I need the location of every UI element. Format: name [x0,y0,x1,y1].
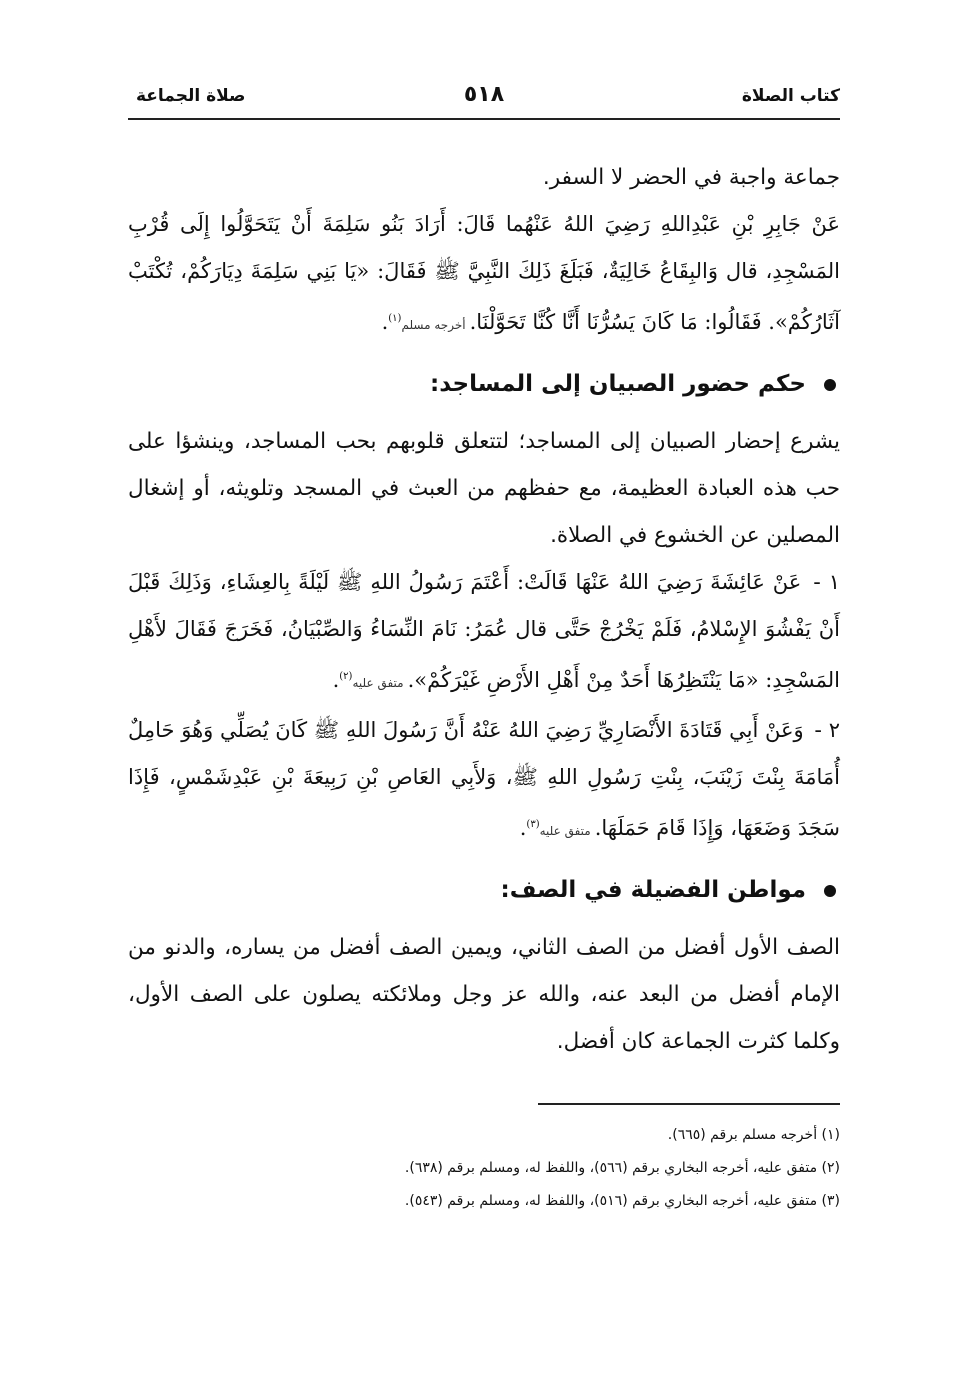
section-heading-children [128,361,840,408]
footnote-ref-3: (٣) [526,819,540,830]
list-item-source: متفق عليه [539,824,591,838]
page-number: ٥١٨ [463,82,505,107]
footnote-item: (٣) متفق عليه، أخرجه البخاري برقم (٥١٦)، واللفظ له، ومسلم برقم (٥٤٣). [404,1193,840,1209]
section-paragraph-rows: الصف الأول أفضل من الصف الثاني، ويمين الصف أفضل من يساره، والدنو من الإمام أفضل من البعد عنه، والله عز وجل وملائكته يصلون على الصف الأول، وكلما كثرت الجماعة كان أفضل. [128,935,840,1054]
book-title: كتاب الصلاة [741,86,840,106]
footnote-item: (٢) متفق عليه، أخرجه البخاري برقم (٥٦٦)، واللفظ له، ومسلم برقم (٦٣٨). [404,1160,840,1176]
book-page [128,78,840,1218]
chapter-title: صلاة الجماعة [136,86,246,106]
hadith-jabir: عَنْ جَابِرِ بْنِ عَبْدِاللهِ رَضِيَ اللهُ عَنْهُما قَالَ: أَرَادَ بَنُو سَلِمَةَ أَنْ يَتَحَوَّلُوا إِلَى قُرْبِ المَسْجِدِ، قال وَالبِقَاعُ خَالِيَةٌ، فَبَلَغَ ذَلِكَ النَّبِيَّ ﷺ فَقَالَ: «يَا بَنِي سَلِمَةَ دِيَارَكُمْ، تُكْتَبْ آثَارُكُمْ». فَقَالُوا: مَا كَانَ يَسُرُّنَا أَنَّا كُنَّا تَحَوَّلْنَا.أخرجه مسلم$^{(١)}$. [128,212,840,334]
section-paragraph-children: يشرع إحضار الصبيان إلى المساجد؛ لتتعلق قلوبهم بحب المساجد، وينشؤا على حب هذه العبادة العظيمة، مع حفظهم من العبث في المسجد وتلويثه، أو إشغال المصلين عن الخشوع في الصلاة. [128,429,840,548]
bullet-icon [824,379,836,391]
footnote-ref-1: (١) [388,313,402,324]
list-item-text: وَعَنْ أَبِي قَتَادَةَ الأَنْصَارِيِّ رَضِيَ اللهُ عَنْهُ أَنَّ رَسُولَ اللهِ ﷺ كَانَ يُصَلِّي وَهُوَ حَامِلٌ أُمَامَةَ بِنْتَ زَيْنَبَ، بِنْتِ رَسُولِ اللهِ ﷺ، وَلأَبِي العَاصِ بْنِ رَبِيعَةَ بْنِ عَبْدِشَمْسٍ، فَإِذَا سَجَدَ وَضَعَهَا، وَإِذَا قَامَ حَمَلَهَا. [128,718,840,840]
list-item-text: عَنْ عَائِشَةَ رَضِيَ اللهُ عَنْهَا قَالَتْ: أَعْتَمَ رَسُولُ اللهِ ﷺ لَيْلَةً بِالعِشَاءِ، وَذَلِكَ قَبْلَ أَنْ يَفْشُوَ الإِسْلامُ، فَلَمْ يَخْرُجْ حَتَّى قال عُمَرُ: نَامَ النِّسَاءُ وَالصِّبْيَانُ، فَخَرَجَ فَقَالَ لأَهْلِ المَسْجِدِ: «مَا يَنْتَظِرُهَا أَحَدٌ مِنْ أَهْلِ الأَرْضِ غَيْرَكُمْ». [128,570,840,692]
section-heading-rows [128,867,840,914]
footnotes [128,1119,840,1218]
bullet-icon [824,885,836,897]
list-item-number: ١ - [813,570,840,594]
list-item-number: ٢ - [814,718,840,742]
list-item: ١ - عَنْ عَائِشَةَ رَضِيَ اللهُ عَنْهَا قَالَتْ: أَعْتَمَ رَسُولُ اللهِ ﷺ لَيْلَةً بِالعِشَاءِ، وَذَلِكَ قَبْلَ أَنْ يَفْشُوَ الإِسْلامُ، فَلَمْ يَخْرُجْ حَتَّى قال عُمَرُ: نَامَ النِّسَاءُ وَالصِّبْيَانُ، فَخَرَجَ فَقَالَ لأَهْلِ المَسْجِدِ: «مَا يَنْتَظِرُهَا أَحَدٌ مِنْ أَهْلِ الأَرْضِ غَيْرَكُمْ».متفق عليه$^{(٢)}$. [128,570,840,692]
intro-line: جماعة واجبة في الحضر لا السفر. [542,165,840,190]
page-header [128,78,840,120]
footnote-item: (١) أخرجه مسلم برقم (٦٦٥). [667,1127,840,1143]
page-body [128,154,840,1065]
footnote-separator [538,1103,840,1105]
list-item-source: متفق عليه [352,676,404,690]
section-heading-rows-text: مواطن الفضيلة في الصف: [500,877,806,903]
hadith-jabir-source: أخرجه مسلم [401,318,466,332]
section-heading-children-text: حكم حضور الصبيان إلى المساجد: [430,371,806,397]
list-item: ٢ - وَعَنْ أَبِي قَتَادَةَ الأَنْصَارِيِّ رَضِيَ اللهُ عَنْهُ أَنَّ رَسُولَ اللهِ ﷺ كَانَ يُصَلِّي وَهُوَ حَامِلٌ أُمَامَةَ بِنْتَ زَيْنَبَ، بِنْتِ رَسُولِ اللهِ ﷺ، وَلأَبِي العَاصِ بْنِ رَبِيعَةَ بْنِ عَبْدِشَمْسٍ، فَإِذَا سَجَدَ وَضَعَهَا، وَإِذَا قَامَ حَمَلَهَا.متفق عليه$^{(٣)}$. [128,718,840,840]
hadith-jabir-text: عَنْ جَابِرِ بْنِ عَبْدِاللهِ رَضِيَ اللهُ عَنْهُما قَالَ: أَرَادَ بَنُو سَلِمَةَ أَنْ يَتَحَوَّلُوا إِلَى قُرْبِ المَسْجِدِ، قال وَالبِقَاعُ خَالِيَةٌ، فَبَلَغَ ذَلِكَ النَّبِيَّ ﷺ فَقَالَ: «يَا بَنِي سَلِمَةَ دِيَارَكُمْ، تُكْتَبْ آثَارُكُمْ». فَقَالُوا: مَا كَانَ يَسُرُّنَا أَنَّا كُنَّا تَحَوَّلْنَا. [128,212,840,334]
footnote-ref-2: (٢) [339,671,353,682]
